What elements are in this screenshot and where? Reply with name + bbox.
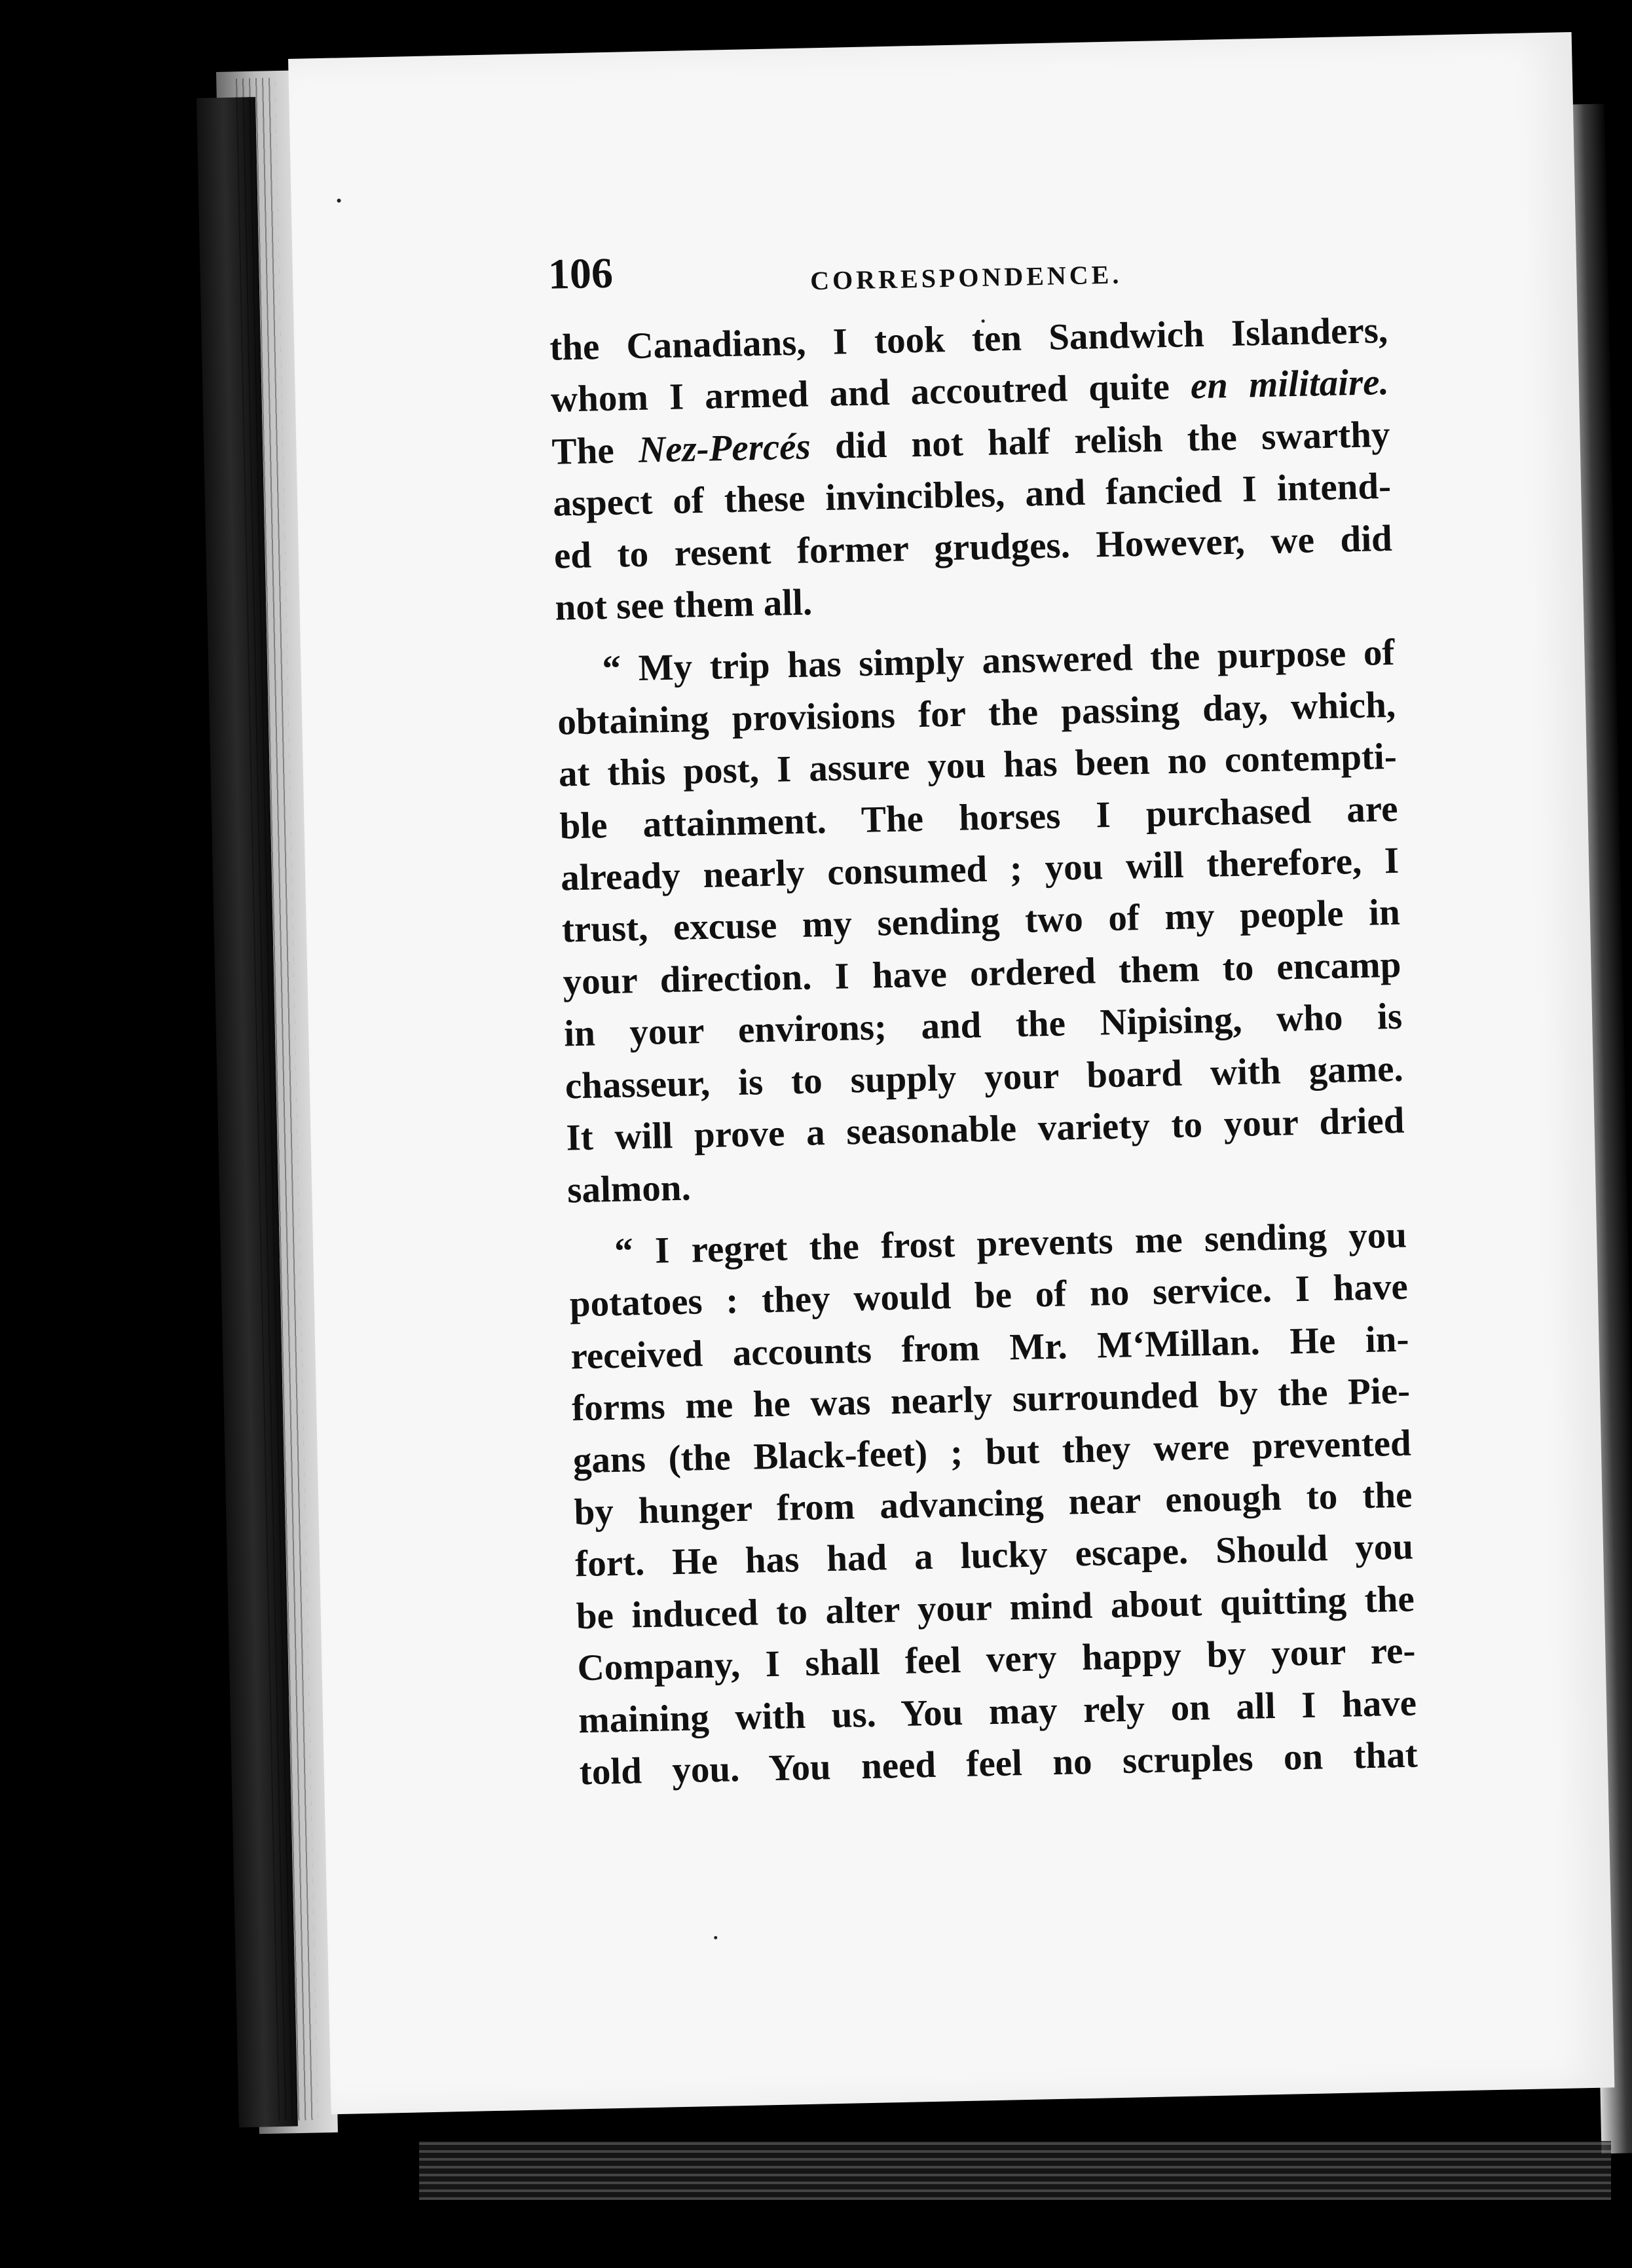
running-head: CORRESPONDENCE.: [809, 259, 1122, 296]
line-text: by hunger from advancing near enough to the: [573, 1474, 1413, 1533]
page-content: [547, 232, 1418, 1799]
line-text: chasseur, is to supply your board with game.: [565, 1048, 1404, 1107]
bottom-page-stack: [419, 2141, 1611, 2200]
line-text: your direction. I have ordered them to encamp: [562, 943, 1401, 1003]
line-text: at this post, I assure you has been no contempti-: [558, 736, 1398, 795]
ink-speck: [337, 198, 341, 202]
line-text: trust, excuse my sending two of my people in: [561, 892, 1401, 951]
line-text: received accounts from Mr. M‘Millan. He in-: [570, 1318, 1409, 1378]
line-text: maining with us. You may rely on all I have: [578, 1682, 1417, 1741]
line-text: forms me he was nearly surrounded by the Pie-: [571, 1370, 1411, 1429]
body-text: [549, 304, 1419, 1799]
line-text: The: [551, 429, 639, 473]
line-text: in your environs; and the Nipising, who is: [563, 995, 1403, 1055]
line-text: salmon.: [566, 1167, 692, 1211]
line-text: ble attainment. The horses I purchased are: [559, 788, 1399, 847]
line-text: the Canadians, I took ten Sandwich Islanders,: [549, 309, 1388, 369]
line-text: whom I armed and accoutred quite: [550, 365, 1191, 421]
italic-text: en militaire.: [1190, 361, 1390, 407]
line-text: Company, I shall feel very happy by your re-: [576, 1630, 1416, 1689]
line-text: “ My trip has simply answered the purpose of: [601, 632, 1396, 690]
line-text: obtaining provisions for the passing day, which,: [557, 684, 1396, 743]
line-text: not see them all.: [554, 581, 813, 629]
italic-text: Nez-Percés: [638, 426, 811, 471]
line-text: aspect of these invincibles, and fancied I intend-: [552, 466, 1392, 524]
line-text: fort. He has had a lucky escape. Should you: [574, 1526, 1414, 1585]
line-text: told you. You need feel no scruples on that: [579, 1734, 1419, 1793]
ink-speck: [714, 1936, 717, 1939]
line-text: ed to resent former grudges. However, we did: [553, 517, 1393, 577]
line-text: be induced to alter your mind about quitting the: [576, 1578, 1415, 1637]
line-text: “ I regret the frost prevents me sending you: [614, 1214, 1407, 1272]
page-number: 106: [547, 249, 614, 299]
page-sheet: [288, 32, 1614, 2114]
line-text: gans (the Black-feet) ; but they were prevented: [572, 1422, 1412, 1481]
line-text: potatoes : they would be of no service. I have: [569, 1266, 1409, 1325]
line-text: did not half relish the swarthy: [809, 413, 1391, 467]
line-text: It will prove a seasonable variety to your dried: [565, 1099, 1405, 1159]
line-text: already nearly consumed ; you will therefore, I: [560, 839, 1400, 899]
